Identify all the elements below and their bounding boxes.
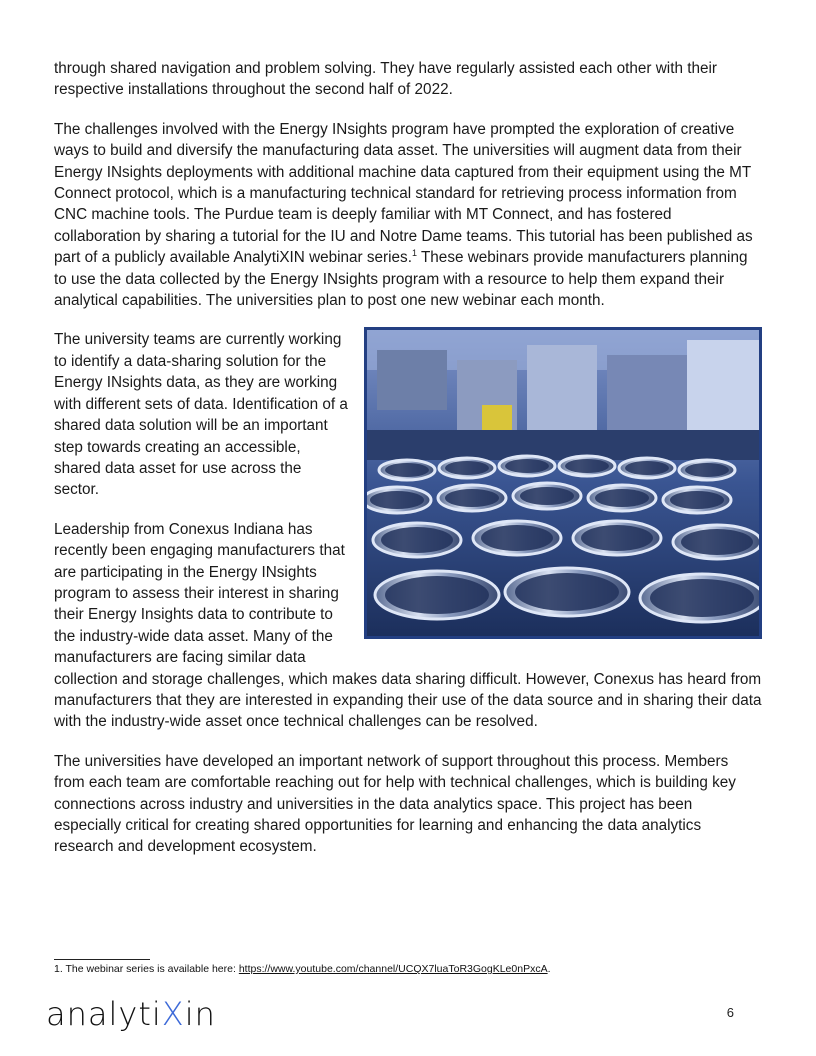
footnote-end: . (547, 963, 551, 975)
paragraph-data-sharing: The university teams are currently working to identify a data-sharing solution for the Energy INsights data, as they are working with different sets of data. Identification of a shared data solution will be an important step towards creating an accessible, shared data asset for use across the sector. (54, 331, 348, 499)
footnote-reference[interactable]: 1 (411, 248, 417, 259)
footnote-divider (54, 959, 150, 960)
paragraph-network: The universities have developed an important network of support throughout this process. Members from each team are comfortable reaching out for help with technical challenges, which is building key connections across industry and universities in the data analytics space. This project has been especially critical for creating shared opportunities for learning and enhancing the data analytics research and development ecosystem. (54, 752, 736, 856)
paragraph-challenges-text: The challenges involved with the Energy INsights program have prompted the exploration of creative ways to build and diversify the manufacturing data asset. The universities will augment data from their Energy INsights deployments with additional machine data captured from their equipment using the MT Connect protocol, which is a manufacturing technical standard for retrieving process information from CNC machine tools. The Purdue team is deeply familiar with MT Connect, and has fostered collaboration by sharing a tutorial for the IU and Notre Dame teams. This tutorial has been published as part of a publicly available AnalytiXIN webinar series. (54, 120, 753, 267)
factory-photo (364, 327, 762, 639)
paragraph-challenges (54, 119, 762, 312)
logo-text-end: in (184, 995, 216, 1033)
analytixin-logo (46, 995, 216, 1033)
factory-photo-illustration (367, 330, 759, 636)
webinar-link[interactable]: https://www.youtube.com/channel/UCQX7luaToR3GogKLe0nPxcA (238, 963, 548, 975)
paragraph-continued: through shared navigation and problem solving. They have regularly assisted each other with their respective installations throughout the second half of 2022. (54, 60, 717, 99)
page-body (54, 58, 762, 876)
page-number: 6 (726, 1005, 734, 1020)
paragraph-challenges-text-end: These webinars provide manufacturers planning to use the data collected by the Energy INsights program with a resource to help them expand their analytical capabilities. The universities plan to post one new webinar each month. (54, 249, 748, 310)
logo-x-mark: X (161, 995, 185, 1033)
logo-text-start: analyti (46, 995, 162, 1033)
paragraph-conexus: Leadership from Conexus Indiana has recently been engaging manufacturers that are participating in the Energy INsights program to assess their interest in sharing their Energy Insights data to contribute to the industry-wide data asset. Many of the manufacturers are facing similar data collection and storage challenges, which makes data sharing difficult. However, Conexus has heard from manufacturers that they are interested in expanding their use of the data source and in sharing their data with the industry-wide asset once technical challenges can be resolved. (54, 520, 762, 731)
footnote-text: 1. The webinar series is available here: (54, 963, 239, 975)
footnote (54, 963, 551, 975)
